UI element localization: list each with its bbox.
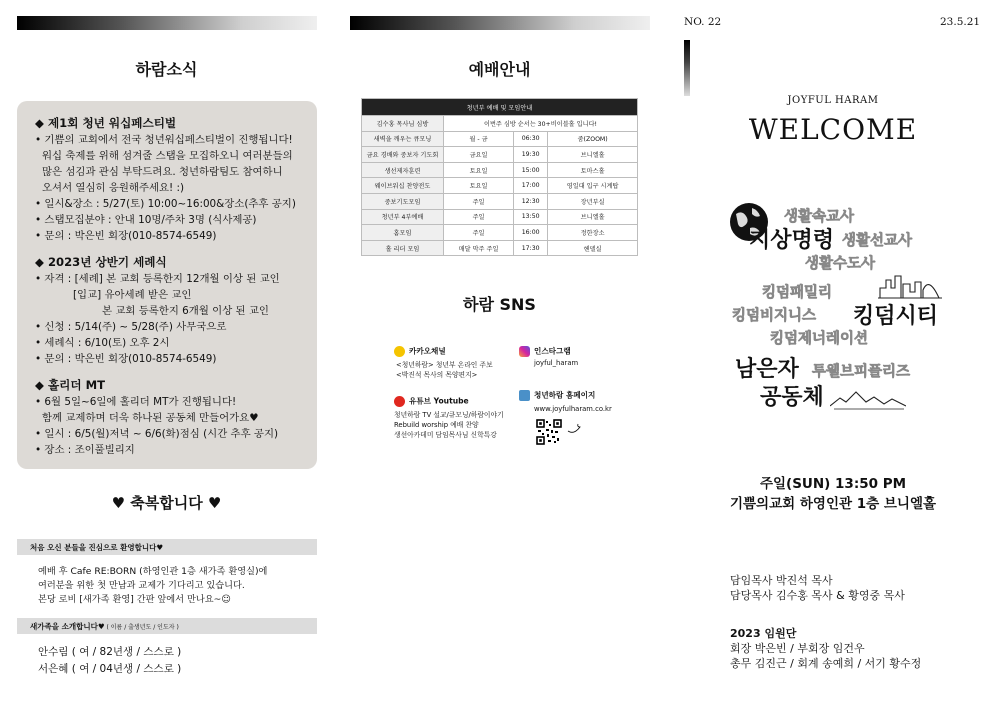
table-header: 청년부 예배 및 모임안내 (362, 99, 638, 116)
list-item: 안수림 ( 여 / 82년생 / 스스로 ) (38, 646, 182, 658)
table-cell: 헨델실 (548, 240, 638, 256)
table-row (362, 209, 638, 225)
table-row (362, 147, 638, 163)
instagram-name: 인스타그램 (534, 346, 571, 356)
table-cell: 중보기도모임 (362, 193, 444, 209)
table-row (362, 178, 638, 194)
officer-line: 회장 박은빈 / 부회장 임건우 (730, 642, 865, 655)
youtube-icon (394, 396, 405, 407)
wordart-text: 투웰브피플리즈 (812, 364, 911, 380)
pastor-line: 담임목사 박진석 목사 (730, 574, 833, 587)
wordart-text: 공동체 (760, 385, 824, 410)
table-cell: 토요일 (444, 178, 514, 194)
welcome-label: 처음 오신 분들을 진심으로 환영합니다♥ (30, 543, 164, 552)
table-row (362, 131, 638, 147)
news-line: 함께 교제하며 더욱 하나된 공동체 만들어가요♥ (42, 412, 259, 424)
table-cell: 토요일 (444, 162, 514, 178)
wordart-text: 생활수도사 (805, 256, 876, 272)
table-cell: 브니엘홀 (548, 147, 638, 163)
table-cell: 홈모임 (362, 225, 444, 241)
wordart-text: 킹덤비지니스 (732, 308, 817, 324)
news-line: 많은 섬김과 관심 부탁드려요. 청년하람팀도 참여하니 (42, 166, 283, 178)
homepage-name: 청년하람 홈페이지 (534, 390, 596, 400)
worship-column (333, 0, 666, 707)
instagram-block[interactable] (519, 346, 629, 368)
news-line: 워십 축제를 위해 섬겨줄 스탭을 모집하오니 여러분들의 (42, 150, 293, 162)
qr-code-icon[interactable] (536, 419, 588, 447)
news-line: • 일시 : 6/5(월)저녁 ~ 6/6(화)점심 (시간 추후 공지) (35, 428, 279, 440)
homepage-block[interactable] (519, 390, 639, 414)
wordart-text: 남은자 (735, 357, 799, 382)
news-line: • 일시&장소 : 5/27(토) 10:00~16:00&장소(추후 공지) (35, 198, 296, 210)
wordart-text: 생활속교사 (784, 209, 855, 225)
instagram-icon (519, 346, 530, 357)
news-section (35, 377, 307, 458)
news-line: 오셔서 열심히 응원해주세요! :) (42, 182, 185, 194)
table-cell: 이번주 심방 순서는 30+비이블홀 입니다! (444, 116, 638, 132)
table-cell: 줌(ZOOM) (548, 131, 638, 147)
header-gradient-bar (350, 16, 650, 30)
kakao-block[interactable] (394, 346, 524, 380)
wordart-text: 생활선교사 (842, 233, 913, 249)
city-skyline-icon (878, 270, 942, 300)
welcome-line: 본당 로비 [새가족 환영] 간판 앞에서 만나요~☺ (38, 594, 231, 605)
welcome-line: 예배 후 Cafe RE:BORN (하영인관 1층 새가족 환영실)에 (38, 566, 268, 577)
kakao-name: 카카오채널 (409, 346, 446, 356)
youtube-line: 청년하람 TV 설교/큐모닝/하람이야기 (394, 411, 504, 419)
table-cell: 19:30 (514, 147, 548, 163)
youtube-desc (394, 410, 534, 440)
table-cell: 17:30 (514, 240, 548, 256)
table-row (362, 240, 638, 256)
mountain-icon (830, 388, 906, 410)
worship-title: 예배안내 (468, 60, 531, 79)
news-line: • 자격 : [세례] 본 교회 등록한지 12개월 이상 된 교인 (35, 273, 280, 285)
table-cell: 웨이브워십 찬양전도 (362, 178, 444, 194)
table-cell: 주일 (444, 225, 514, 241)
news-column (0, 0, 333, 707)
youtube-name: 유튜브 Youtube (409, 396, 469, 406)
officers-title: 2023 임원단 (730, 627, 797, 640)
table-cell: 정한장소 (548, 225, 638, 241)
news-line: • 기쁨의 교회에서 전국 청년워십페스티벌이 진행됩니다! (35, 134, 293, 146)
newcomer-label-bar (17, 618, 317, 634)
table-cell: 토마스홀 (548, 162, 638, 178)
table-cell: 생선제자훈련 (362, 162, 444, 178)
cover-subtitle: JOYFUL HARAM (787, 95, 879, 106)
table-row (362, 225, 638, 241)
table-cell: 금요일 (444, 147, 514, 163)
kakao-line: <청년하람> 청년부 온라인 주보 (396, 361, 493, 369)
wordart-text: 지상명령 (749, 228, 835, 253)
kakao-line: <박진석 목사의 목양편지> (396, 371, 478, 379)
table-cell: 12:30 (514, 193, 548, 209)
issue-number: NO. 22 (684, 16, 722, 28)
wordart-text: 킹덤시티 (853, 304, 939, 329)
table-cell: 매달 막주 주일 (444, 240, 514, 256)
table-cell: 주일 (444, 193, 514, 209)
instagram-handle: joyful_haram (534, 359, 579, 367)
news-line: • 문의 : 박은빈 회장(010-8574-6549) (35, 353, 217, 365)
table-cell: 월 - 금 (444, 131, 514, 147)
newcomer-label-note: ( 이름 / 출생년도 / 인도자 ) (104, 624, 179, 631)
table-cell: 06:30 (514, 131, 548, 147)
table-cell: 장년부실 (548, 193, 638, 209)
service-time: 주일(SUN) 13:50 PM (759, 476, 907, 492)
newcomer-list (38, 644, 181, 678)
wordart-text: 킹덤제너레이션 (770, 331, 869, 347)
service-place: 기쁨의교회 하영인관 1층 브니엘홀 (729, 496, 937, 512)
news-line: • 문의 : 박은빈 회장(010-8574-6549) (35, 230, 217, 242)
table-cell: 김수홍 목사님 심방 (362, 116, 444, 132)
youtube-line: Rebuild worship 예배 찬양 (394, 421, 479, 429)
news-heading: ◆ 홀리더 MT (35, 378, 106, 392)
table-cell: 브니엘홀 (548, 209, 638, 225)
table-cell: 새벽을 깨우는 큐모닝 (362, 131, 444, 147)
officers (730, 626, 921, 671)
officer-line: 총무 김진근 / 회계 송예희 / 서기 황수정 (730, 657, 922, 670)
issue-date: 23.5.21 (940, 16, 981, 28)
news-line: 본 교회 등록한지 6개월 이상 된 교인 (102, 305, 269, 317)
news-box (17, 101, 317, 469)
kakao-desc (394, 360, 524, 380)
wordart-text: 킹덤패밀리 (762, 285, 833, 301)
welcome-line: 여러분을 위한 첫 만남과 교제가 기다리고 있습니다. (38, 580, 245, 591)
news-line: • 6월 5일~6일에 홀리더 MT가 진행됩니다! (35, 396, 237, 408)
table-cell: 홀 리더 모임 (362, 240, 444, 256)
table-row (362, 193, 638, 209)
worship-table (361, 98, 638, 256)
news-title: 하람소식 (135, 60, 198, 79)
kakao-icon (394, 346, 405, 357)
news-line: • 장소 : 조이풀빌리지 (35, 444, 135, 456)
table-row (362, 162, 638, 178)
table-cell: 영일대 입구 시계탑 (548, 178, 638, 194)
table-cell: 17:00 (514, 178, 548, 194)
table-cell: 13:50 (514, 209, 548, 225)
header-gradient-bar (17, 16, 317, 30)
news-line: • 세례식 : 6/10(토) 오후 2시 (35, 337, 170, 349)
table-row (362, 116, 638, 132)
table-cell: 금요 경배와 중보자 기도회 (362, 147, 444, 163)
pastors (730, 573, 905, 603)
news-section (35, 254, 307, 367)
sns-title: 하람 SNS (463, 295, 536, 314)
table-header-row (362, 99, 638, 116)
news-line: • 신청 : 5/14(주) ~ 5/28(주) 사무국으로 (35, 321, 227, 333)
table-cell: 주일 (444, 209, 514, 225)
news-line: • 스탭모집분야 : 안내 10명/주차 3명 (식사제공) (35, 214, 257, 226)
news-line: [입교] 유아세례 받은 교인 (73, 289, 192, 301)
homepage-icon (519, 390, 530, 401)
news-section (35, 115, 307, 244)
table-cell: 청년부 4부예배 (362, 209, 444, 225)
table-cell: 15:00 (514, 162, 548, 178)
news-heading: ◆ 제1회 청년 워십페스티벌 (35, 116, 177, 130)
table-cell: 16:00 (514, 225, 548, 241)
cover-title: WELCOME (748, 113, 918, 146)
blessing-title: ♥ 축복합니다 ♥ (111, 494, 222, 512)
service-info (666, 474, 1000, 514)
news-heading: ◆ 2023년 상반기 세례식 (35, 255, 167, 269)
welcome-text (38, 565, 267, 607)
newcomer-label: 새가족을 소개합니다♥ (30, 622, 105, 631)
homepage-url: www.joyfulharam.co.kr (534, 405, 612, 413)
youtube-block[interactable] (394, 396, 534, 440)
welcome-label-bar (17, 539, 317, 555)
vertical-gradient-bar (684, 40, 690, 96)
youtube-line: 생선아카데미 담임목사님 신학특강 (394, 431, 497, 439)
pastor-line: 담당목사 김수홍 목사 & 황영중 목사 (730, 589, 905, 602)
list-item: 서은혜 ( 여 / 04년생 / 스스로 ) (38, 663, 182, 675)
